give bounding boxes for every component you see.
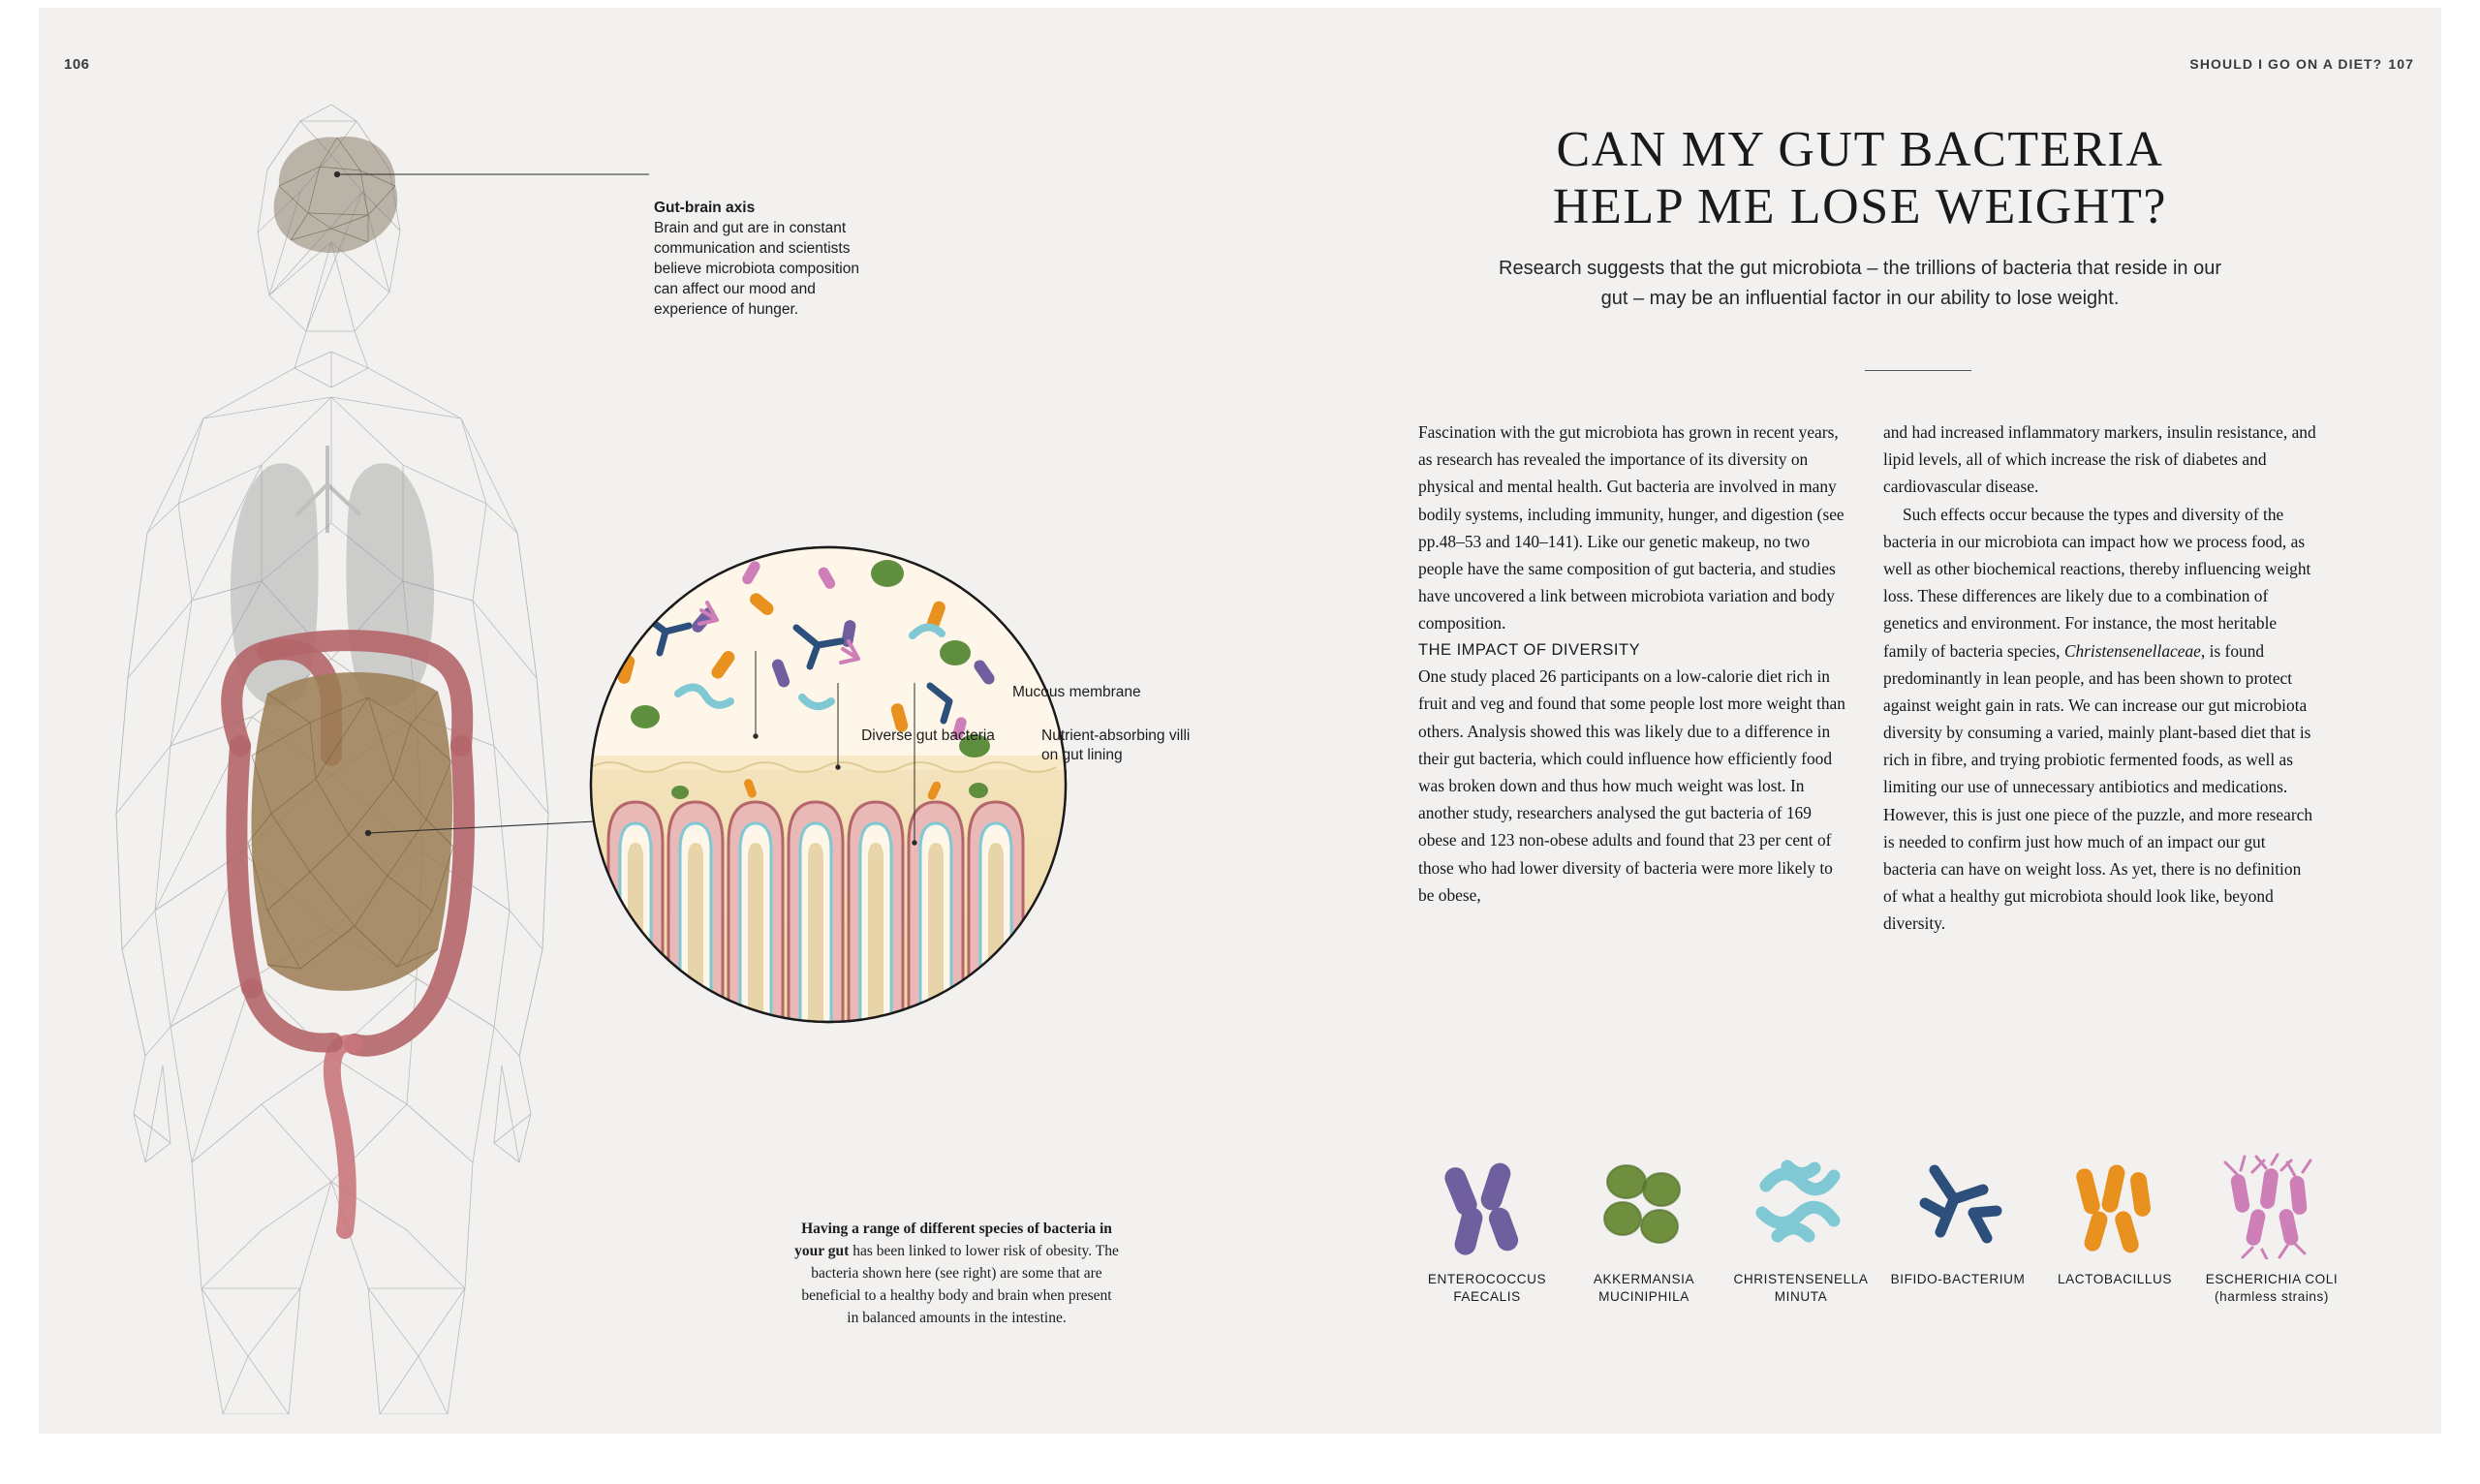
branched-rod-icon: [1880, 1153, 2035, 1259]
folio-left: 106: [64, 56, 90, 73]
column2-paragraph-2-part-a: Such effects occur because the types and diversity of the bacteria in our microbiota can impact how we process food, as well as other biochemical reactions, thereby influencing weight loss. These differences are likely due to a combination of genetics and environment. For instance, the most heritable family of bacteria species,: [1883, 504, 2311, 661]
bacteria-item-escherichia-coli: [2194, 1153, 2349, 1307]
column1-paragraph-2: One study placed 26 participants on a low-calorie diet rich in fruit and veg and found that some people lost more weight than others. Analysis showed this was likely due to a difference in their gut bacteria, which could influence how efficiently food was broken down and thus how much weight was lost. In another study, researchers analysed the gut bacteria of 169 obese and 123 non-obese adults and found that 23 per cent of those who had lower diversity of bacteria were more likely to be obese,: [1418, 666, 1845, 905]
body-column-1: [1418, 418, 1852, 909]
bacteria-item-lactobacillus: [2037, 1153, 2192, 1288]
folio-right-label: SHOULD I GO ON A DIET?: [2189, 56, 2383, 72]
species-name-italic: Christensenellaceae: [2063, 640, 2201, 661]
human-body-wireframe-svg: [78, 77, 1182, 1414]
callout-gut-brain-heading: Gut-brain axis: [654, 200, 756, 216]
headline-line-1: CAN MY GUT BACTERIA: [1556, 122, 2164, 177]
rod-cluster-icon: [1410, 1153, 1565, 1259]
bacteria-item-christensenella: [1723, 1153, 1878, 1307]
bacillus-icon: [2037, 1153, 2192, 1259]
standfirst: Research suggests that the gut microbiota – the trillions of bacteria that reside in our gut – may be an influential factor in our ability to lose weight.: [1499, 258, 2221, 309]
callout-gut-brain-body: Brain and gut are in constant communication and scientists believe microbiota composition can affect our mood and experience of hunger.: [654, 219, 859, 318]
bacteria-label: BIFIDO-BACTERIUM: [1890, 1272, 2026, 1286]
callout-mucous-membrane: Mucous membrane: [1012, 684, 1141, 700]
flagellated-rod-icon: [2194, 1153, 2349, 1259]
small-intestine-graphic: [248, 672, 453, 991]
headline-line-2: HELP ME LOSE WEIGHT?: [1552, 179, 2168, 235]
body-column-2: [1883, 418, 2317, 938]
figure-caption-bold: Having a range of different species of bacteria in your gut: [794, 1221, 1112, 1259]
anatomy-figure: [58, 58, 1191, 1414]
bacteria-label: ESCHERICHIA COLI (harmless strains): [2205, 1272, 2339, 1305]
column1-paragraph-1: Fascination with the gut microbiota has grown in recent years, as research has revealed the importance of its diversity on physical and mental health. Gut bacteria are involved in many bodily systems, including immunity, hunger, and digestion (see pp.48–53 and 140–141). Like our genetic makeup, no two people have the same composition of gut bacteria, and studies have uncovered a link between microbiota variation and body composition.: [1418, 422, 1844, 634]
page-title: [1414, 121, 2306, 236]
column2-paragraph-2-part-b: , is found predominantly in lean people, and has been shown to protect against weight gain in rats. We can increase our gut microbiota diversity by consuming a varied, mainly plant-based diet that is rich in fibre, and trying probiotic fermented foods, as well as limiting our use of unnecessary antibiotics and medications. However, this is just one piece of the puzzle, and more research is needed to confirm just how much of an impact our gut bacteria can have on weight loss. As yet, there is no definition of what a healthy gut microbiota should look like, beyond diversity.: [1883, 640, 2313, 934]
figure-caption-rest: has been linked to lower risk of obesity. The bacteria shown here (see right) are some that are beneficial to a healthy body and brain when present in balanced amounts in the intestine.: [801, 1242, 1119, 1326]
callout-diverse-gut-bacteria: Diverse gut bacteria: [861, 727, 995, 744]
column2-paragraph-2: [1883, 501, 2317, 938]
bacteria-item-akkermansia: [1566, 1153, 1721, 1307]
bacteria-label: ENTEROCOCCUS FAECALIS: [1427, 1272, 1547, 1305]
bacteria-item-bifidobacterium: [1880, 1153, 2035, 1288]
divider-rule: [1865, 370, 1971, 371]
filament-icon: [1723, 1153, 1878, 1259]
folio-right-number: 107: [2388, 56, 2414, 72]
bacteria-item-enterococcus: [1410, 1153, 1565, 1307]
bacteria-gallery: [1410, 1153, 2388, 1395]
bacteria-label: CHRISTENSENELLA MINUTA: [1733, 1272, 1869, 1305]
gut-lining-inset: [591, 547, 1066, 1024]
callout-gut-brain-axis: [654, 199, 882, 321]
column2-paragraph-1: and had increased inflammatory markers, insulin resistance, and lipid levels, all of which increase the risk of diabetes and cardiovascular disease.: [1883, 422, 2316, 497]
figure-caption: [794, 1219, 1119, 1330]
folio-right: [2189, 56, 2414, 72]
bacteria-label: LACTOBACILLUS: [2058, 1272, 2172, 1286]
coccus-cluster-icon: [1566, 1153, 1721, 1259]
bacteria-label: AKKERMANSIA MUCINIPHILA: [1593, 1272, 1695, 1305]
callout-villi: Nutrient-absorbing villi on gut lining: [1041, 727, 1191, 764]
brain-graphic: [274, 137, 398, 253]
section-subheading: THE IMPACT OF DIVERSITY: [1418, 640, 1641, 659]
